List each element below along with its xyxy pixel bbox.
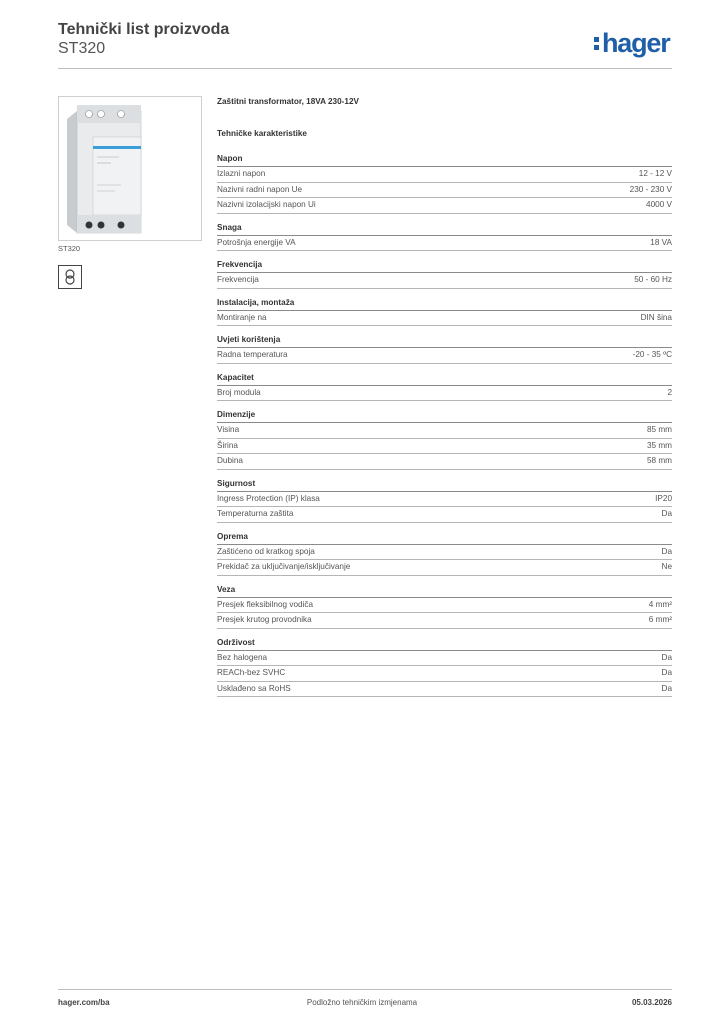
spec-group [217,478,672,523]
spec-value: 85 mm [646,425,672,434]
spec-label: Zaštićeno od kratkog spoja [217,546,315,556]
spec-row [217,167,672,183]
spec-row [217,423,672,439]
spec-value: 230 - 230 V [629,184,672,194]
spec-value: Da [661,652,672,662]
spec-group-title: Dimenzije [217,409,672,423]
footer-date: 05.03.2026 [631,998,672,1007]
spec-value: 6 mm² [648,615,672,624]
spec-group [217,584,672,629]
hager-logo [594,28,670,59]
product-code-label: ST320 [58,244,81,253]
specification-panel [217,97,672,697]
transformer-illustration [59,97,201,240]
spec-row [217,666,672,682]
spec-value: Da [661,668,672,677]
spec-group [217,222,672,252]
spec-value: Ne [661,562,672,571]
spec-row [217,273,672,289]
spec-label: Broj modula [217,387,261,397]
safety-transformer-icon [58,265,82,289]
spec-group [217,409,672,470]
spec-value: -20 - 35 ºC [632,350,672,359]
spec-label: Ingress Protection (IP) klasa [217,493,320,503]
spec-label: Nazivni izolacijski napon Ui [217,200,316,209]
product-reference: ST320 [58,40,106,57]
spec-groups [217,153,672,697]
spec-row [217,651,672,667]
spec-group-title: Održivost [217,637,672,651]
spec-row [217,386,672,402]
spec-value: Da [661,683,672,693]
spec-group [217,372,672,402]
spec-value: DIN šina [640,312,672,322]
spec-group [217,531,672,576]
spec-label: Širina [217,440,238,450]
spec-row [217,236,672,252]
spec-value: 4000 V [646,200,672,209]
spec-value: 18 VA [650,237,672,247]
spec-group [217,153,672,214]
spec-label: Temperaturna zaštita [217,509,294,518]
spec-value: Da [661,509,672,518]
footer-website: hager.com/ba [58,998,110,1007]
spec-row [217,198,672,214]
spec-group-title: Frekvencija [217,259,672,273]
spec-group [217,297,672,327]
spec-label: Radna temperatura [217,350,288,359]
spec-label: Montiranje na [217,312,267,322]
page-title: Tehnički list proizvoda [58,21,230,38]
product-description: Zaštitni transformator, 18VA 230-12V [217,97,359,106]
spec-label: Usklađeno sa RoHS [217,683,291,693]
spec-group [217,637,672,698]
spec-label: Presjek krutog provodnika [217,615,312,624]
spec-label: Potrošnja energije VA [217,237,296,247]
spec-group-title: Kapacitet [217,372,672,386]
spec-value: 58 mm [646,456,672,465]
spec-label: Izlazni napon [217,169,266,178]
spec-row [217,454,672,470]
footer-divider [58,989,672,990]
spec-label: Presjek fleksibilnog vodiča [217,599,314,609]
spec-row [217,545,672,561]
spec-group [217,259,672,289]
spec-group-title: Uvjeti korištenja [217,334,672,348]
spec-label: Visina [217,425,240,434]
spec-value: Da [661,546,672,556]
spec-row [217,439,672,455]
logo-dots-icon [594,35,601,53]
spec-group [217,334,672,364]
spec-label: Dubina [217,456,243,465]
spec-row [217,492,672,508]
spec-row [217,613,672,629]
section-title: Tehničke karakteristike [217,129,307,138]
spec-value: 35 mm [646,440,672,450]
spec-group-title: Veza [217,584,672,598]
footer-notice: Podložno tehničkim izmjenama [306,998,418,1007]
spec-row [217,560,672,576]
header-divider [58,68,672,69]
spec-value: 50 - 60 Hz [634,275,672,284]
spec-label: REACh-bez SVHC [217,668,286,677]
spec-value: 12 - 12 V [638,169,672,178]
spec-row [217,598,672,614]
spec-row [217,682,672,698]
spec-value: 4 mm² [648,599,672,609]
logo-text: hager [602,28,670,58]
spec-label: Frekvencija [217,275,259,284]
spec-group-title: Napon [217,153,672,167]
spec-group-title: Oprema [217,531,672,545]
spec-row [217,348,672,364]
spec-row [217,183,672,199]
spec-row [217,507,672,523]
spec-group-title: Sigurnost [217,478,672,492]
spec-row [217,311,672,327]
spec-group-title: Snaga [217,222,672,236]
spec-group-title: Instalacija, montaža [217,297,672,311]
spec-value: IP20 [655,493,672,503]
spec-label: Bez halogena [217,652,268,662]
product-image [58,96,202,241]
spec-label: Prekidač za uključivanje/isključivanje [217,562,351,571]
spec-label: Nazivni radni napon Ue [217,184,303,194]
spec-value: 2 [667,387,672,397]
